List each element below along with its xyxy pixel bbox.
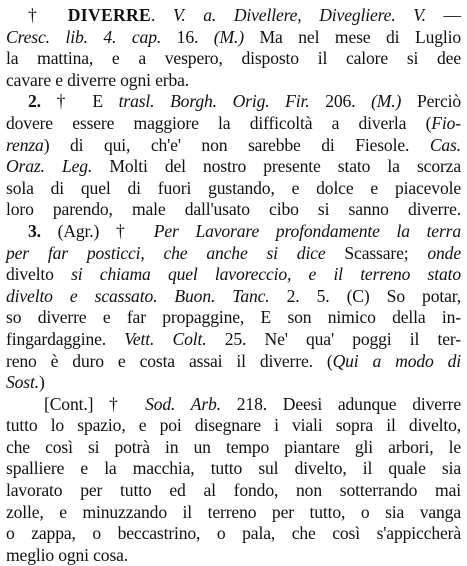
text: 206. xyxy=(309,91,372,112)
entry-line-23: lavorato per tutto ed al fondo, non sotterrando mai xyxy=(6,480,461,501)
italic-text: onde xyxy=(427,242,461,263)
entry-line-5 xyxy=(6,91,461,113)
text: divelto xyxy=(6,264,72,285)
italic-text: Per Lavorare profondamente la terra xyxy=(153,220,462,241)
text: 16. xyxy=(161,26,214,47)
grammar-label: V. a. Divellere, Divegliere. V. xyxy=(173,5,426,25)
italic-text: Sost. xyxy=(6,372,39,393)
source-citation: Sod. Arb. xyxy=(145,393,221,414)
entry-line-24: zolle, e minuzzando il terreno per tutto, o sia vanga xyxy=(6,501,461,522)
text: reno è duro e costa assai il diverre. ( xyxy=(6,350,333,371)
punctuation: . xyxy=(151,5,173,25)
text: 25. Ne' qua' poggi il ter- xyxy=(206,328,461,349)
italic-text: Fio- xyxy=(431,112,461,133)
reference-mark: (M.) xyxy=(213,26,244,47)
source-citation: divelto e scassato. Buon. Tanc. xyxy=(6,285,270,306)
entry-line-10: loro parendo, male dall'usato cibo si sanno diverre. xyxy=(6,199,461,220)
entry-line-14 xyxy=(6,286,461,308)
text: fingardaggine. xyxy=(6,328,125,349)
text: Molti del nostro presente stato la scorza xyxy=(92,156,461,177)
entry-line-15: so diverre e far propaggine, E son nimico della in- xyxy=(6,307,461,328)
text: dovere essere maggiore la difficoltà a diverla ( xyxy=(6,112,432,133)
italic-text: Qui a modo di xyxy=(332,350,462,371)
entry-line-11 xyxy=(6,221,461,243)
entry-line-20: tutto lo spazio, e poi disegnare i viali sopra il divelto, xyxy=(6,415,461,436)
dash: — xyxy=(425,5,461,25)
text: ) xyxy=(38,372,45,393)
entry-line-1 xyxy=(6,5,461,27)
entry-line-16 xyxy=(6,329,461,351)
entry-line-12 xyxy=(6,243,461,265)
source-citation: Vett. Colt. xyxy=(124,328,207,349)
headword: DIVERRE xyxy=(67,5,152,25)
source-citation: Cresc. lib. 4. cap. xyxy=(6,26,162,47)
source-citation: Oraz. Leg. xyxy=(6,156,93,177)
source-citation: Cas. xyxy=(429,134,461,155)
entry-line-4: cavare e diverre ogni erba. xyxy=(6,69,190,90)
source-citation: trasl. Borgh. Orig. Fir. xyxy=(118,91,310,112)
italic-text: renza xyxy=(6,134,44,155)
dagger-mark: † xyxy=(28,5,68,25)
entry-line-17 xyxy=(6,351,461,373)
entry-line-19 xyxy=(6,394,461,416)
entry-line-26: meglio ogni cosa. xyxy=(6,544,129,565)
entry-line-7 xyxy=(6,135,461,157)
entry-line-21: che così si potrà in un tempo piantare gli arbori, le xyxy=(6,436,461,457)
sense-number: 3. xyxy=(28,220,41,241)
text: (Agr.) † xyxy=(40,220,154,241)
entry-line-22: spalliere e la macchia, tutto sul divelto, il quale sia xyxy=(6,458,461,479)
text: † E xyxy=(40,91,119,112)
sense-number: 2. xyxy=(28,91,41,112)
entry-line-13 xyxy=(6,264,461,286)
text: 218. Deesi adunque diverre xyxy=(220,393,461,414)
entry-line-6 xyxy=(6,113,461,135)
text: [Cont.] † xyxy=(44,393,146,414)
text: Ma nel mese di Luglio xyxy=(243,26,462,47)
text: Perciò xyxy=(401,91,461,112)
text: ) di qui, ch'e' non sarebbe di Fiesole. xyxy=(43,134,430,155)
entry-line-8 xyxy=(6,156,461,178)
italic-text: per far posticci, che anche si dice xyxy=(6,242,326,263)
entry-line-2 xyxy=(6,27,461,49)
entry-line-3: la mattina, e a vespero, disposto il calore si dee xyxy=(6,48,461,69)
entry-line-18 xyxy=(6,372,461,394)
italic-text: si chiama quel lavoreccio, e il terreno stato xyxy=(71,264,462,285)
entry-line-25: o zappa, o beccastrino, o pala, che così s'appiccherà xyxy=(6,523,461,544)
text: Scassare; xyxy=(325,242,428,263)
text: 2. 5. (C) So potar, xyxy=(269,285,461,306)
reference-mark: (M.) xyxy=(371,91,402,112)
entry-line-9: sola di quel di fuori gustando, e dolce e piacevole xyxy=(6,177,461,198)
